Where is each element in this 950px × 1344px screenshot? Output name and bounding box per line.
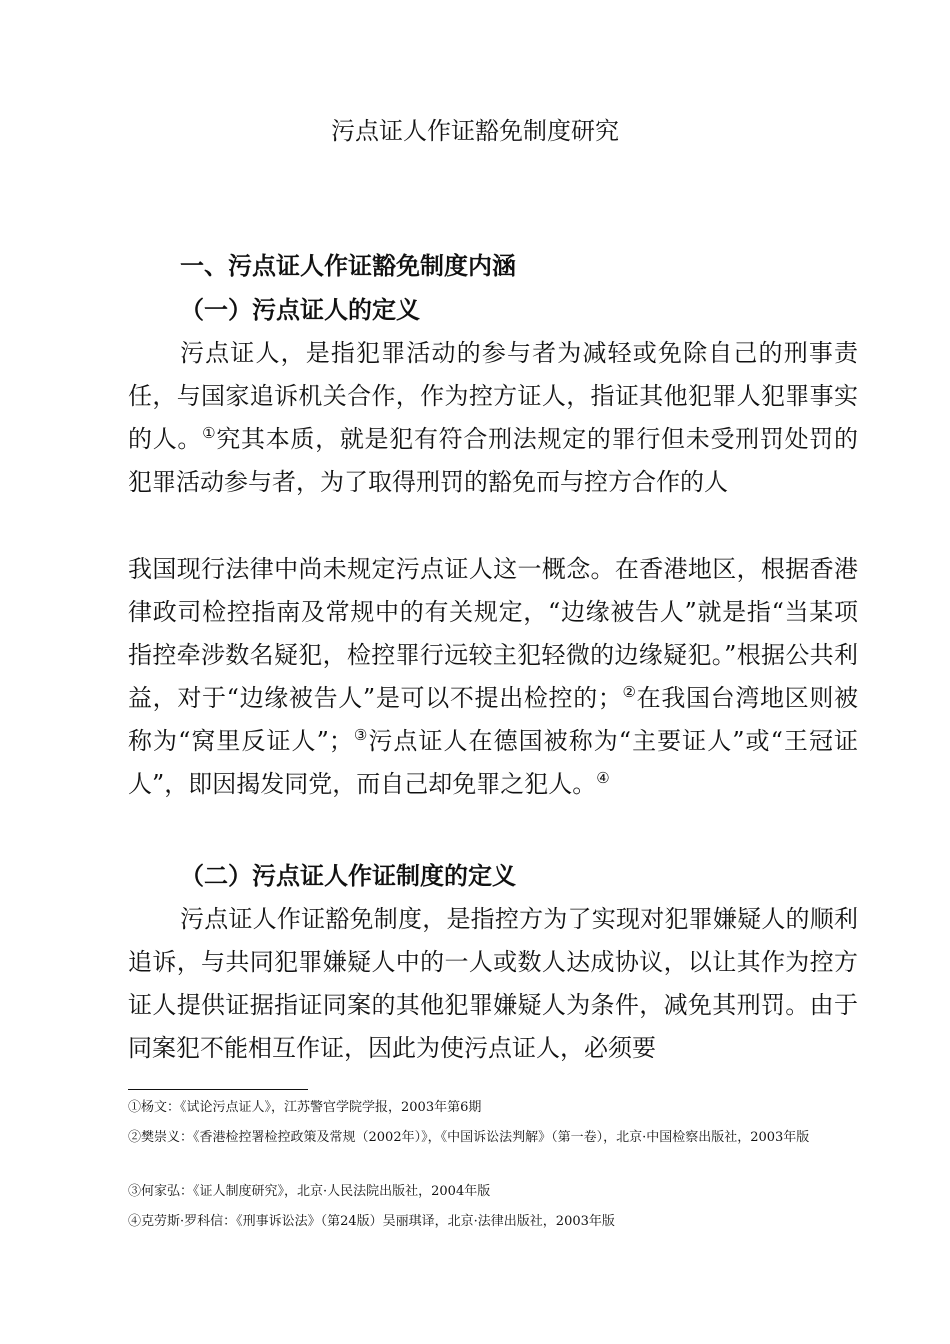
paragraph-text: 污点证人在德国被称为“主要证人”或“王冠证人”，即因揭发同党，而自己却免罪之犯人。 [128,727,858,798]
footnote-ref-1: ① [202,424,217,442]
footnote-4: ④克劳斯·罗科信：《刑事诉讼法》（第24版）吴丽琪译，北京·法律出版社，2003年版 [128,1214,615,1229]
footnote-2: ②樊崇义：《香港检控署检控政策及常规（2002年）》，《中国诉讼法判解》（第一卷），北京·中国检察出版社，2003年版 [128,1130,810,1145]
paragraph-hongkong-taiwan-germany [128,548,858,806]
subsection-heading-2: （二）污点证人作证制度的定义 [180,862,516,890]
document-title: 污点证人作证豁免制度研究 [331,117,619,145]
footnote-ref-4: ④ [596,769,610,787]
footnote-1: ①杨文：《试论污点证人》，江苏警官学院学报，2003年第6期 [128,1100,482,1115]
footnote-3: ③何家弘：《证人制度研究》，北京·人民法院出版社，2004年版 [128,1184,491,1199]
paragraph-text: 究其本质，就是犯有符合刑法规定的罪行但未受刑罚处罚的犯罪活动参与者，为了取得刑罚的豁免而与控方合作的人 [128,425,859,496]
footnote-ref-3: ③ [352,726,369,744]
section-heading-1: 一、污点证人作证豁免制度内涵 [180,252,516,280]
footnote-ref-2: ② [621,683,637,701]
paragraph-system-definition: 污点证人作证豁免制度，是指控方为了实现对犯罪嫌疑人的顺利追诉，与共同犯罪嫌疑人中的一人或数人达成协议，以让其作为控方证人提供证据指证同案的其他犯罪嫌疑人为条件，减免其刑罚。由于同案犯不能相互作证，因此为使污点证人，必须要 [128,905,858,1062]
paragraph-text: 我国现行法律中尚未规定污点证人这一概念。在香港地区，根据香港律政司检控指南及常规中的有关规定，“边缘被告人”就是指“当某项指控牵涉数名疑犯，检控罪行远较主犯轻微的边缘疑犯。”根据公共利益，对于“边缘被告人”是可以不提出检控的； [128,555,858,712]
paragraph-definition [128,332,858,504]
subsection-heading-1: （一）污点证人的定义 [180,296,420,324]
paragraph-text: 在我国台湾地区则被称为“窝里反证人”； [128,684,858,755]
paragraph-text: 污点证人，是指犯罪活动的参与者为减轻或免除自己的刑事责任，与国家追诉机关合作，作为控方证人，指证其他犯罪人犯罪事实的人。 [128,339,858,453]
footnote-divider [128,1089,308,1090]
